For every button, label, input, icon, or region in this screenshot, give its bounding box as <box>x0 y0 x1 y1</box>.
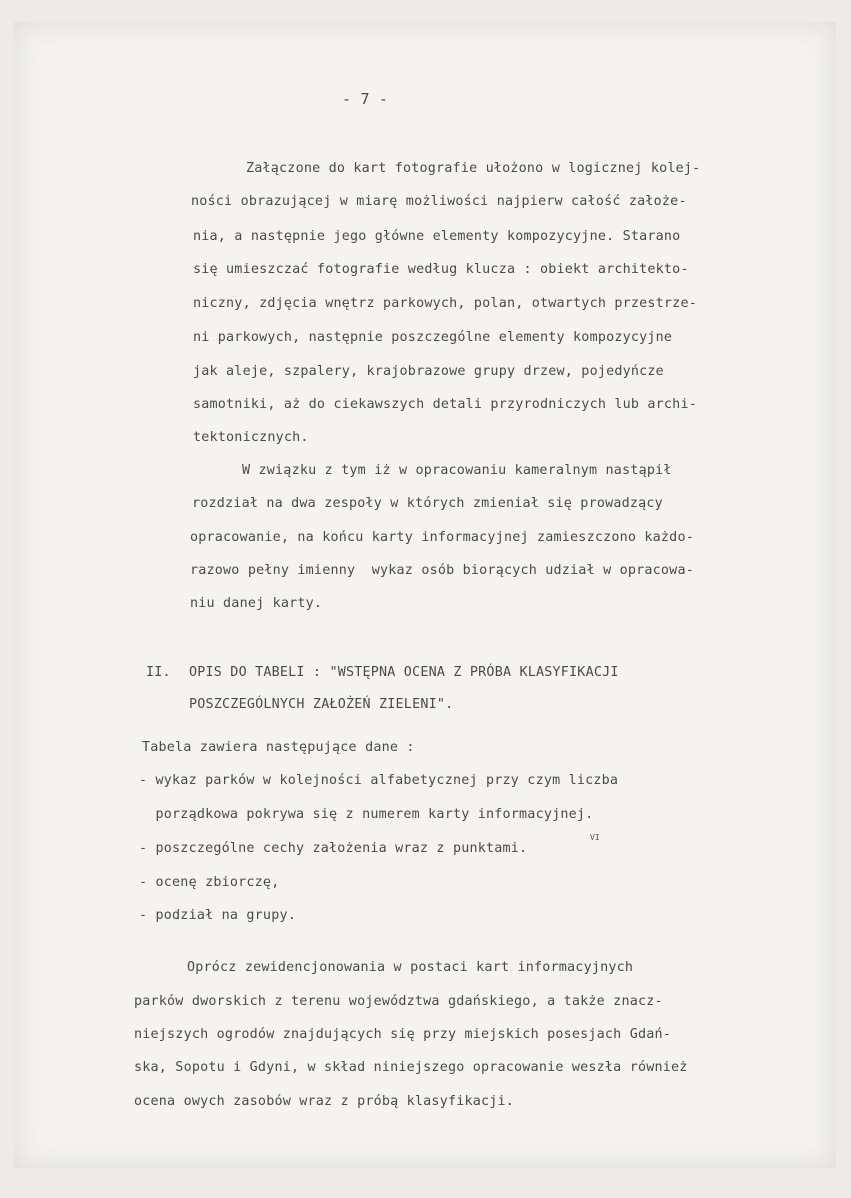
paragraph-3-line-4: ska, Sopotu i Gdyni, w skład niniejszego opracowanie weszła również <box>134 1060 688 1075</box>
paragraph-1-line-2: ności obrazującej w miarę możliwości najpierw całość założe- <box>191 194 687 209</box>
section-title-line-1: OPIS DO TABELI : "WSTĘPNA OCENA Z PRÓBA KLASYFIKACJI <box>189 665 619 680</box>
list-item: - poszczególne cechy założenia wraz z punktami. <box>139 841 528 856</box>
paragraph-1-line-8: samotniki, aż do ciekawszych detali przyrodniczych lub archi- <box>193 397 697 412</box>
paragraph-3-line-5: ocena owych zasobów wraz z próbą klasyfikacji. <box>134 1094 515 1109</box>
paragraph-1-line-9: tektonicznych. <box>193 430 309 445</box>
paragraph-2-line-5: niu danej karty. <box>190 596 323 611</box>
list-item: porządkowa pokrywa się z numerem karty informacyjnej. <box>139 807 594 822</box>
section-title-line-2: POSZCZEGÓLNYCH ZAŁOŻEŃ ZIELENI". <box>189 697 454 712</box>
paragraph-1-line-4: się umieszczać fotografie według klucza : obiekt architekto- <box>193 262 689 277</box>
list-item: - podział na grupy. <box>139 908 296 923</box>
paragraph-3-line-2: parków dworskich z terenu województwa gdańskiego, a także znacz- <box>134 994 663 1009</box>
paragraph-1-line-1: Załączone do kart fotografie ułożono w logicznej kolej- <box>246 161 701 176</box>
paragraph-1-line-5: niczny, zdjęcia wnętrz parkowych, polan, otwartych przestrze- <box>193 296 697 311</box>
paragraph-3-line-3: niejszych ogrodów znajdujących się przy miejskich posesjach Gdań- <box>134 1027 672 1042</box>
paragraph-1-line-3: nia, a następnie jego główne elementy kompozycyjne. Starano <box>193 229 681 244</box>
section-number: II. <box>146 665 171 680</box>
paragraph-2-line-3: opracowanie, na końcu karty informacyjnej zamieszczono każdo- <box>190 530 694 545</box>
paragraph-2-line-2: rozdział na dwa zespoły w których zmieniał się prowadzący <box>192 496 663 511</box>
list-intro: Tabela zawiera następujące dane : <box>142 740 415 755</box>
paragraph-1-line-7: jak aleje, szpalery, krajobrazowe grupy drzew, pojedyńcze <box>193 364 664 379</box>
list-item-superscript: VI <box>590 833 600 842</box>
paragraph-2-line-1: W związku z tym iż w opracowaniu kameralnym nastąpił <box>242 463 672 478</box>
page-number: - 7 - <box>342 90 389 108</box>
list-item: - wykaz parków w kolejności alfabetycznej przy czym liczba <box>139 773 619 788</box>
paragraph-2-line-4: razowo pełny imienny wykaz osób biorących udział w opracowa- <box>190 563 694 578</box>
paragraph-3-line-1: Oprócz zewidencjonowania w postaci kart informacyjnych <box>187 960 634 975</box>
paragraph-1-line-6: ni parkowych, następnie poszczególne elementy kompozycyjne <box>193 330 673 345</box>
list-item: - ocenę zbiorczę, <box>139 875 280 890</box>
